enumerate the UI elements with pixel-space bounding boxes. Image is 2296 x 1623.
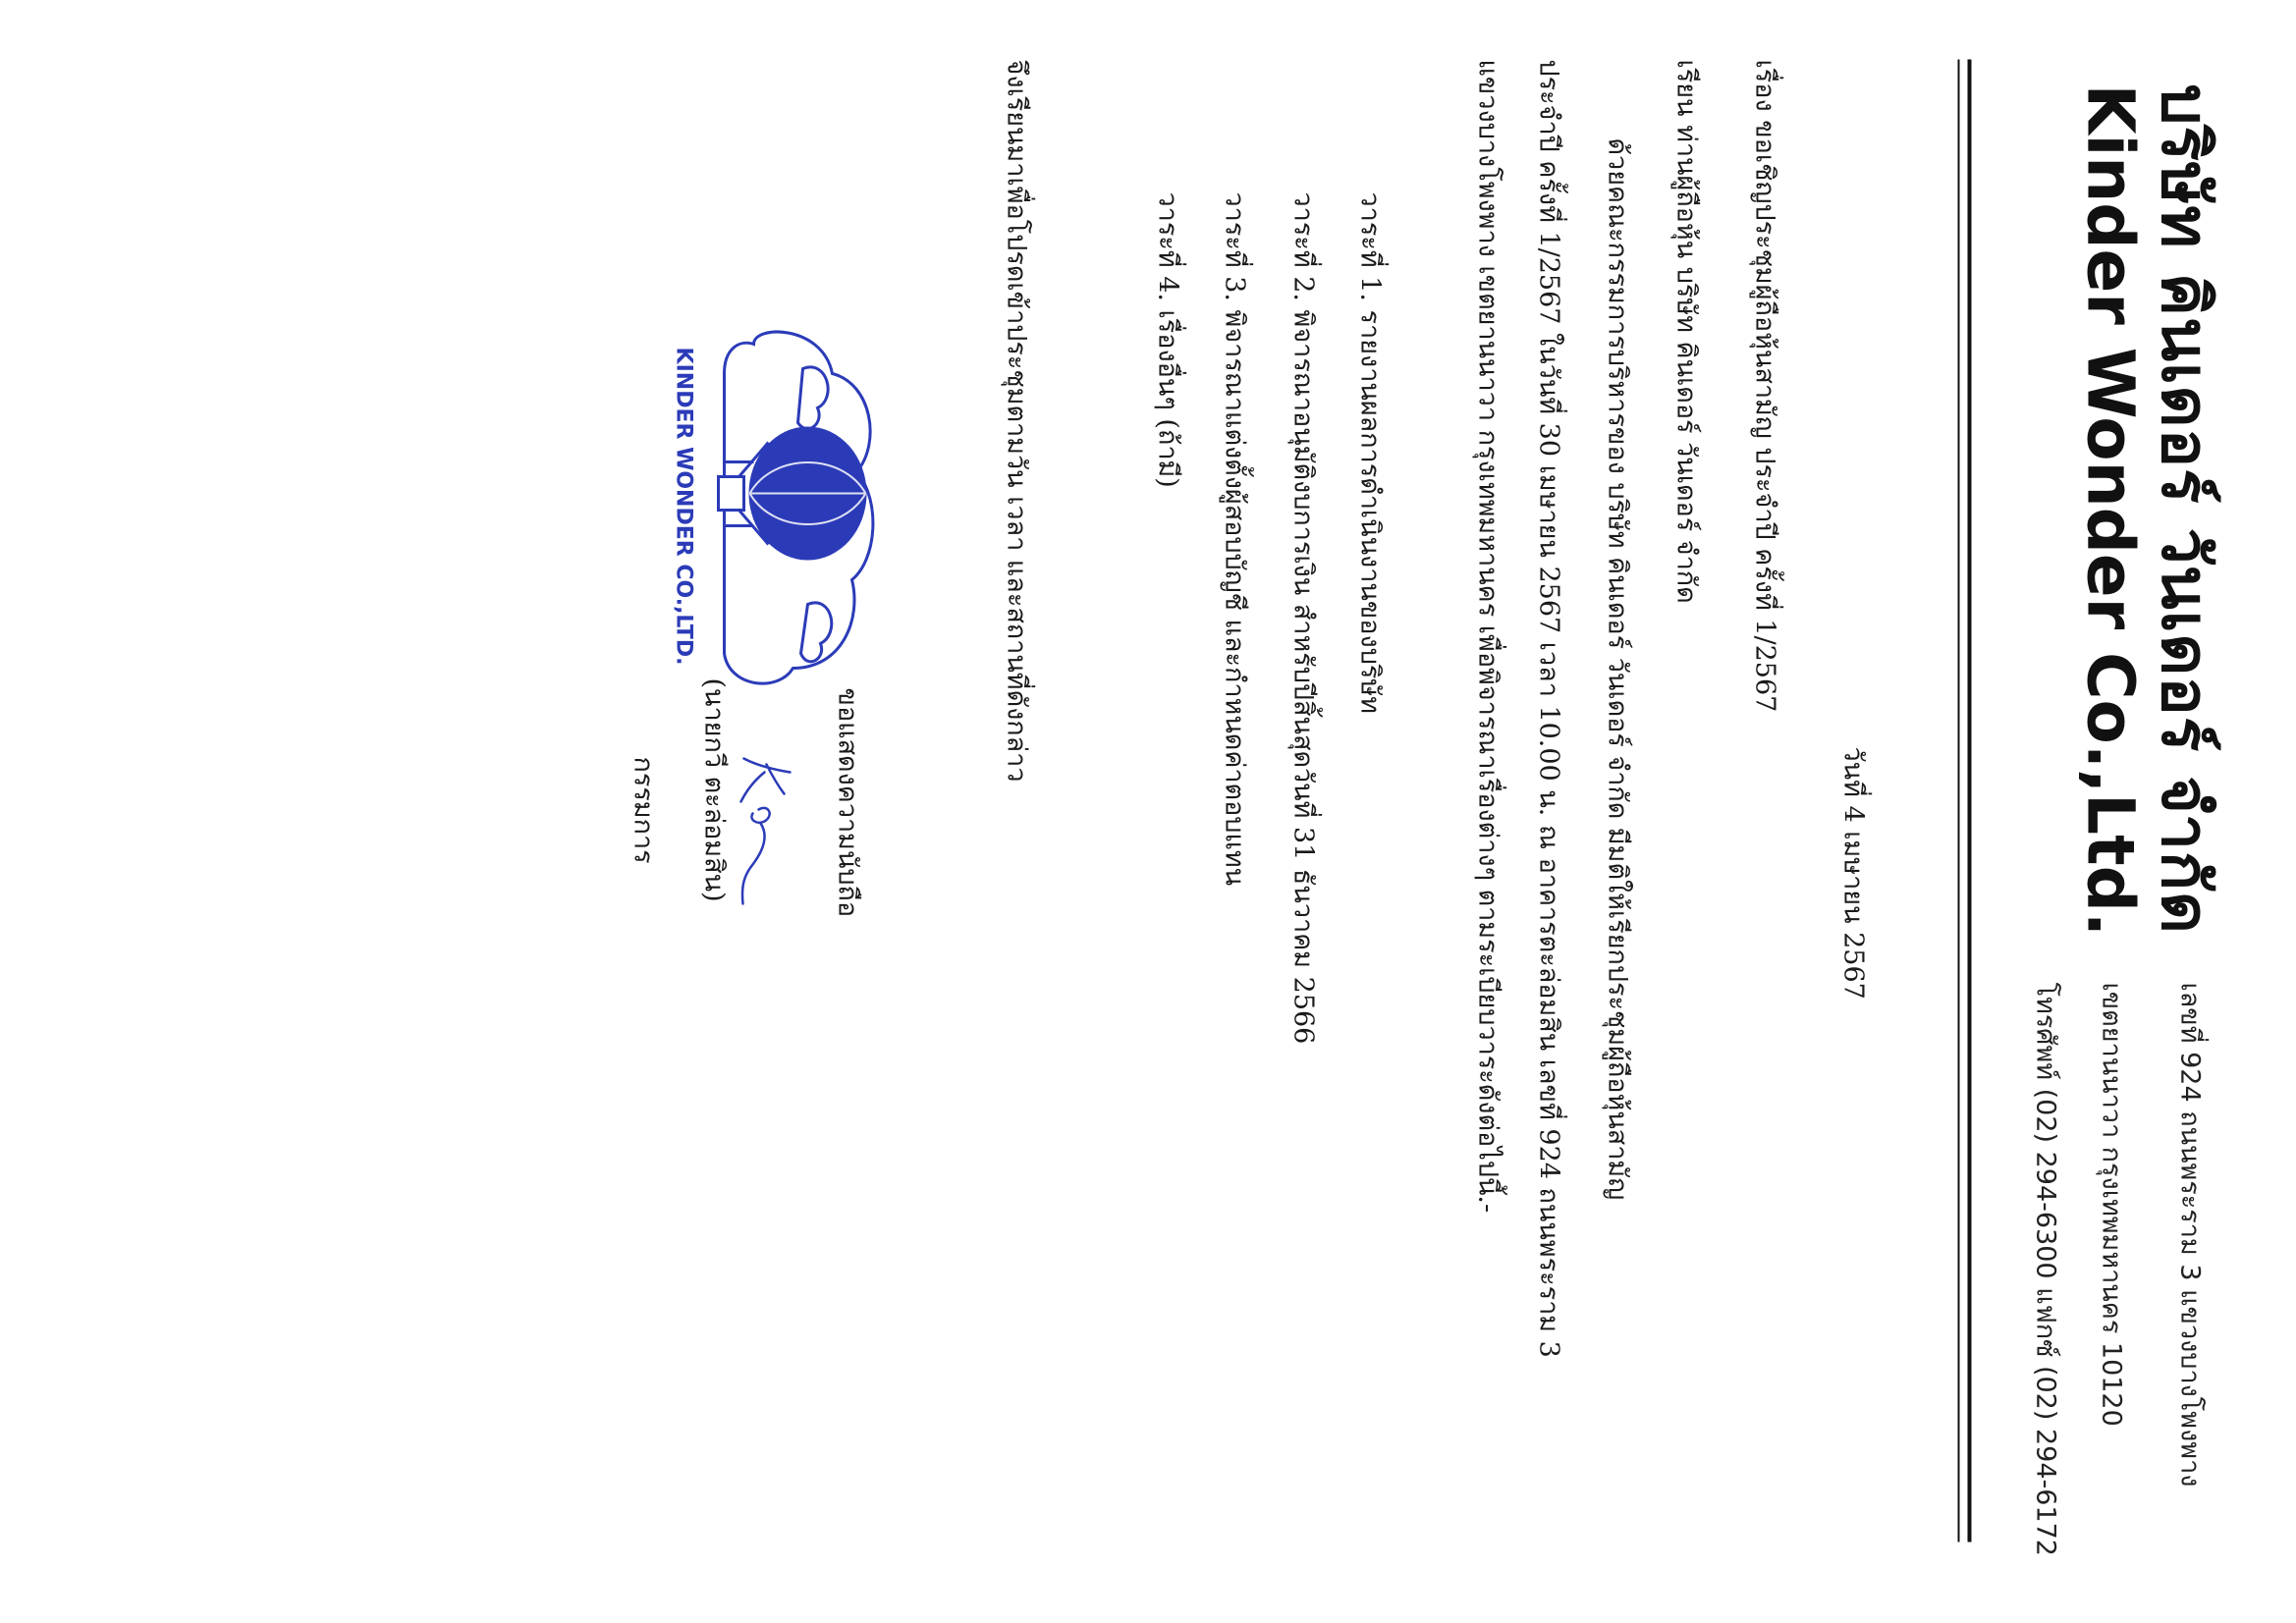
- letter-page: [0, 1, 2296, 1623]
- body-paragraph-line: ด้วยคณะกรรมการบริหารของ บริษัท คินเดอร์ วันเดอร์ จำกัด มีมติให้เรียกประชุมผู้ถือหุ้นสามัญ: [1602, 137, 1633, 1201]
- header-divider-thin: [1958, 60, 1960, 1542]
- signer-name: (นายกวี ตะล่อมสิน): [698, 677, 730, 902]
- contact-line: โทรศัพท์ (02) 294-6300 แฟกซ์ (02) 294-6172: [2030, 982, 2061, 1556]
- signer-title: กรรมการ: [628, 756, 659, 864]
- letter-subject: เรื่อง ขอเชิญประชุมผู้ถือหุ้นสามัญ ประจำปี ครั้งที่ 1/2567: [1749, 59, 1780, 713]
- agenda-item: วาระที่ 2. พิจารณาอนุมัติงบการเงิน สำหรับปีสิ้นสุดวันที่ 31 ธันวาคม 2566: [1287, 191, 1319, 1045]
- address-line: เลขที่ 924 ถนนพระราม 3 แขวงบางโพงพาง: [2174, 982, 2206, 1488]
- agenda-item: วาระที่ 4. เรื่องอื่นๆ (ถ้ามี): [1152, 191, 1183, 488]
- body-paragraph-line: ประจำปี ครั้งที่ 1/2567 ในวันที่ 30 เมษายน 2567 เวลา 10.00 น. ณ อาคารตะล่อมสิน เลขที่ 924 ถนนพระราม 3: [1533, 59, 1564, 1358]
- letter-date: วันที่ 4 เมษายน 2567: [1837, 746, 1869, 1000]
- address-line: เขตยานนาวา กรุงเทพมหานคร 10120: [2096, 982, 2127, 1427]
- header-divider: [1968, 60, 1972, 1542]
- handwritten-signature: [730, 747, 798, 914]
- agenda-item: วาระที่ 1. รายงานผลการดำเนินงานของบริษัท: [1354, 191, 1386, 714]
- company-logo: [646, 315, 902, 698]
- company-name-english: Kinder Wonder Co.,Ltd.: [2072, 83, 2149, 937]
- hot-air-balloon-icon: [646, 315, 902, 698]
- closing-line: จึงเรียนมาเพื่อโปรดเข้าประชุมตามวัน เวลา และสถานที่ดังกล่าว: [1001, 59, 1032, 783]
- agenda-item: วาระที่ 3. พิจารณาแต่งตั้งผู้สอบบัญชี และกำหนดค่าตอบแทน: [1219, 191, 1250, 887]
- company-name-thai: บริษัท คินเดอร์ วันเดอร์ จำกัด: [2147, 83, 2223, 935]
- logo-text: KINDER WONDER CO.,LTD.: [671, 347, 696, 666]
- letter-salutation: เรียน ท่านผู้ถือหุ้น บริษัท คินเดอร์ วันเดอร์ จำกัด: [1670, 59, 1702, 604]
- body-paragraph-line: แขวงบางโพงพาง เขตยานนาวา กรุงเทพมหานคร เพื่อพิจารณาเรื่องต่างๆ ตามระเบียบวาระดังต่อไปนี้.-: [1472, 59, 1503, 1214]
- regards-line: ขอแสดงความนับถือ: [832, 687, 863, 918]
